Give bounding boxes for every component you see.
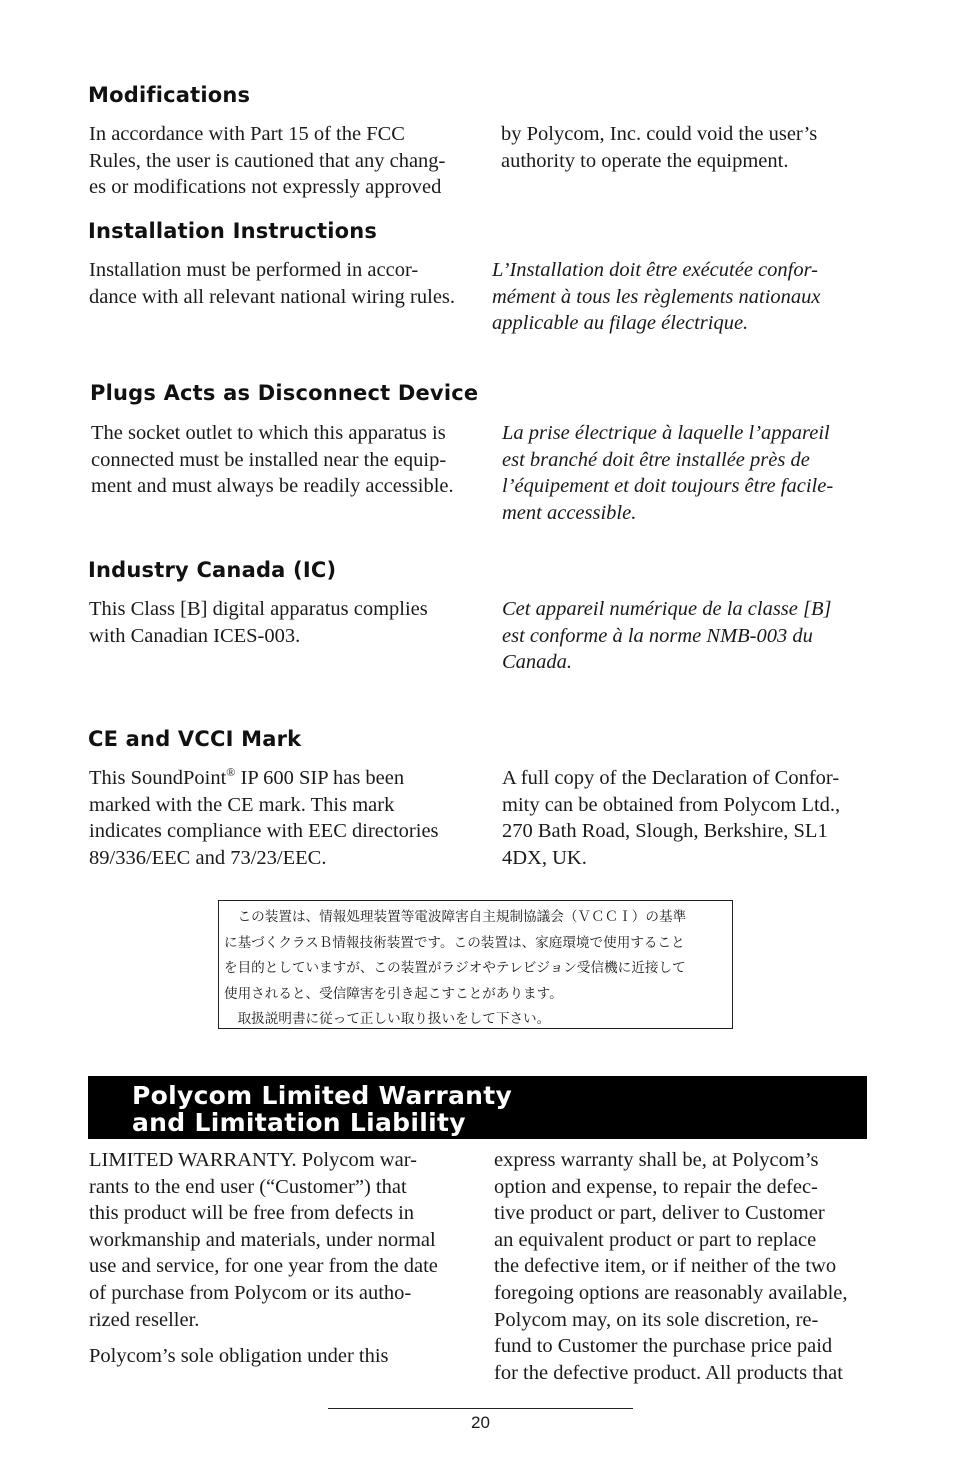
text-span: IP 600 SIP has been: [235, 767, 405, 789]
text-line: of purchase from Polycom or its autho-: [89, 1281, 412, 1304]
text-line: with Canadian ICES-003.: [89, 624, 301, 647]
text-line: mément à tous les règlements nationaux: [492, 285, 821, 308]
text-line: by Polycom, Inc. could void the user’s: [501, 123, 818, 145]
section-heading-modifications: Modifications: [88, 83, 251, 107]
vcci-line: を目的としていますが、この装置がラジオやテレビジョン受信機に近接して: [224, 960, 686, 976]
text-line: La prise électrique à laquelle l’appareil: [502, 422, 830, 444]
text-line: connected must be installed near the equip-: [91, 448, 447, 471]
warranty-title-line: Polycom Limited Warranty: [132, 1081, 513, 1110]
text-line: mity can be obtained from Polycom Ltd.,: [502, 793, 841, 816]
text-line: 270 Bath Road, Slough, Berkshire, SL1: [502, 820, 828, 843]
text-line: rants to the end user (“Customer”) that: [89, 1175, 407, 1198]
text-line: Polycom’s sole obligation under this: [89, 1345, 389, 1368]
text-line: ment and must always be readily accessible.: [91, 475, 454, 498]
text-line: marked with the CE mark. This mark: [89, 793, 395, 816]
text-span: This SoundPoint: [89, 767, 227, 789]
text-line: fund to Customer the purchase price paid: [494, 1335, 833, 1358]
text-line: workmanship and materials, under normal: [89, 1228, 436, 1251]
text-line: rized reseller.: [89, 1308, 200, 1331]
text-line: Canada.: [502, 651, 573, 674]
vcci-line: この装置は、情報処理装置等電波障害自主規制協議会（ＶＣＣＩ）の基準: [224, 909, 687, 925]
text-line: l’équipement et doit toujours être facile-: [502, 475, 834, 498]
warranty-title: [132, 1082, 512, 1136]
section-heading-plugs: Plugs Acts as Disconnect Device: [90, 381, 479, 405]
text-line: 4DX, UK.: [502, 846, 587, 869]
text-line: Rules, the user is cautioned that any chang-: [89, 149, 446, 172]
installation-left-text: [89, 257, 455, 310]
ce-right-text: [502, 765, 840, 871]
modifications-left-text: [89, 121, 445, 201]
text-line: es or modifications not expressly approved: [89, 176, 442, 199]
warranty-left-text: [89, 1147, 438, 1370]
text-line: dance with all relevant national wiring rules.: [89, 285, 456, 308]
ce-left-text: [89, 765, 439, 871]
text-line: ment accessible.: [502, 501, 637, 524]
plugs-right-text-french: [502, 420, 833, 526]
warranty-right-text: [494, 1147, 848, 1386]
text-line: authority to operate the equipment.: [501, 149, 789, 172]
registered-mark: ®: [226, 765, 236, 779]
warranty-title-line: and Limitation Liability: [132, 1108, 466, 1137]
footer-rule: [328, 1408, 633, 1409]
text-line: use and service, for one year from the date: [89, 1255, 438, 1278]
text-line: This Class [B] digital apparatus complies: [89, 598, 428, 620]
text-line: LIMITED WARRANTY. Polycom war-: [89, 1149, 417, 1171]
text-line: A full copy of the Declaration of Confor-: [502, 767, 840, 789]
canada-right-text-french: [502, 596, 831, 676]
text-line: [89, 765, 439, 792]
text-line: an equivalent product or part to replace: [494, 1228, 817, 1251]
text-line: The socket outlet to which this apparatus is: [91, 422, 446, 444]
text-line: for the defective product. All products that: [494, 1361, 843, 1384]
text-line: option and expense, to repair the defec-: [494, 1175, 818, 1198]
warranty-banner: [88, 1076, 867, 1139]
installation-right-text-french: [492, 257, 821, 337]
section-heading-industry-canada: Industry Canada (IC): [88, 558, 337, 582]
text-line: the defective item, or if neither of the two: [494, 1255, 837, 1278]
text-line: Polycom may, on its sole discretion, re-: [494, 1308, 819, 1331]
canada-left-text: [89, 596, 428, 649]
text-line: est branché doit être installée près de: [502, 448, 810, 471]
section-heading-installation: Installation Instructions: [88, 219, 378, 243]
page-number: 20: [471, 1413, 490, 1432]
section-heading-ce-vcci: CE and VCCI Mark: [88, 727, 302, 751]
modifications-right-text: [501, 121, 817, 174]
vcci-line: 取扱説明書に従って正しい取り扱いをして下さい。: [224, 1011, 551, 1027]
text-line: In accordance with Part 15 of the FCC: [89, 123, 405, 145]
text-line: tive product or part, deliver to Customer: [494, 1202, 825, 1225]
text-line: L’Installation doit être exécutée confor-: [492, 259, 818, 281]
vcci-line: に基づくクラスＢ情報技術装置です。この装置は、家庭環境で使用すること: [224, 934, 685, 951]
text-line: foregoing options are reasonably available,: [494, 1281, 848, 1304]
text-line: est conforme à la norme NMB-003 du: [502, 624, 813, 647]
text-line: Cet appareil numérique de la classe [B]: [502, 598, 832, 620]
text-line: indicates compliance with EEC directories: [89, 820, 439, 843]
plugs-left-text: [91, 420, 454, 500]
text-line: express warranty shall be, at Polycom’s: [494, 1149, 819, 1171]
text-line: this product will be free from defects in: [89, 1202, 415, 1225]
vcci-notice-box: [218, 900, 733, 1029]
text-line: Installation must be performed in accor-: [89, 259, 419, 281]
text-line: 89/336/EEC and 73/23/EEC.: [89, 846, 327, 869]
text-line: applicable au filage électrique.: [492, 312, 749, 335]
vcci-line: 使用されると、受信障害を引き起こすことがあります。: [224, 985, 563, 1002]
